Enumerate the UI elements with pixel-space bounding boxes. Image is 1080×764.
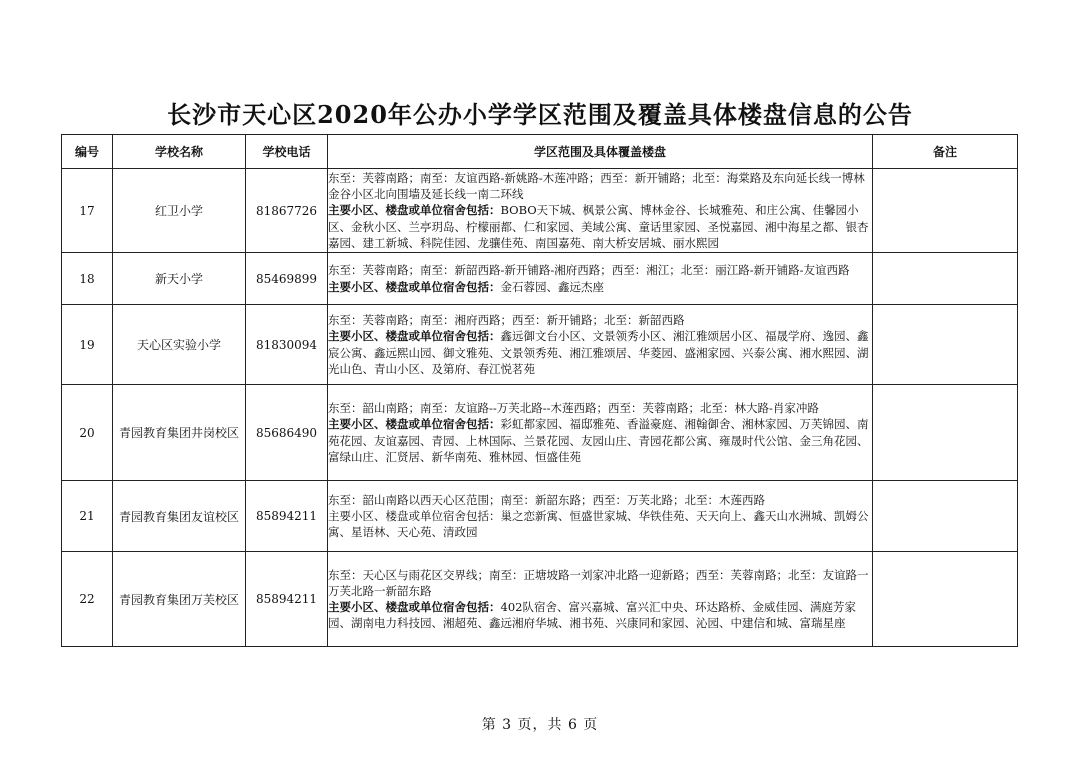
row-num: 17 xyxy=(62,169,113,253)
row-estates: 金石蓉园、鑫远杰座 xyxy=(500,279,604,294)
row-estates-label: 主要小区、楼盘或单位宿舍包括： xyxy=(328,329,501,344)
row-boundary: 东至：芙蓉南路；南至：湘府西路；西至：新开铺路；北至：新韶西路 xyxy=(328,313,685,328)
header-school: 学校名称 xyxy=(113,135,246,169)
row-school: 青园教育集团友谊校区 xyxy=(113,481,246,552)
header-num: 编号 xyxy=(62,135,113,169)
row-area xyxy=(328,481,873,552)
row-num: 19 xyxy=(62,305,113,385)
row-school: 红卫小学 xyxy=(113,169,246,253)
row-estates: 鑫远御文台小区、文景领秀小区、湘江雅颂居小区、福晟学府、逸园、鑫宸公寓、鑫远熙山园、御文雅苑、文景领秀苑、湘江雅颂居、华菱园、盛湘家园、兴泰公寓、湘水熙园、湖光山色、青山小区、及第府、春江悦茗苑 xyxy=(328,329,869,376)
row-note xyxy=(873,552,1018,647)
row-area xyxy=(328,305,873,385)
header-phone: 学校电话 xyxy=(246,135,328,169)
row-estates-block xyxy=(328,279,872,295)
row-estates-block xyxy=(328,416,872,465)
row-estates-block xyxy=(328,599,872,631)
table-row xyxy=(62,253,1018,305)
page-title: 长沙市天心区2020年公办小学学区范围及覆盖具体楼盘信息的公告 xyxy=(167,100,913,129)
row-estates-label: 主要小区、楼盘或单位宿舍包括： xyxy=(328,203,501,218)
row-estates: 彩虹都家园、福邸雅苑、香溢豪庭、湘翰御舍、湘林家园、万芙锦园、南苑花园、友谊嘉园、青园、上林国际、兰景花园、友园山庄、青园花都公寓、雍晟时代公馆、金三角花园、富绿山庄、汇贤居、新华南苑、雅林园、恒盛佳苑 xyxy=(328,417,869,464)
row-num: 20 xyxy=(62,385,113,481)
row-school: 青园教育集团井岗校区 xyxy=(113,385,246,481)
row-boundary: 东至：芙蓉南路；南至：友谊西路-新姚路-木莲冲路；西至：新开铺路；北至：海棠路及东向延长线一博林金谷小区北向围墙及延长线一南二环线 xyxy=(328,170,865,202)
row-boundary: 东至：韶山南路以西天心区范围；南至：新韶东路；西至：万芙北路；北至：木莲西路 xyxy=(328,492,765,507)
row-boundary: 东至：天心区与雨花区交界线；南至：正塘坡路一刘家冲北路一迎新路；西至：芙蓉南路；北至：友谊路一万芙北路一新韶东路 xyxy=(328,567,869,598)
row-school: 青园教育集团万芙校区 xyxy=(113,552,246,647)
table-header-row xyxy=(62,135,1018,169)
row-note xyxy=(873,169,1018,253)
row-phone: 81867726 xyxy=(246,169,328,253)
table-row xyxy=(62,385,1018,481)
row-estates: 巢之恋新寓、恒盛世家城、华铁佳苑、天天向上、鑫天山水洲城、凯姆公寓、星语林、天心苑、清政园 xyxy=(328,508,869,540)
row-estates: BOBO天下城、枫景公寓、博林金谷、长城雅苑、和庄公寓、佳馨园小区、金秋小区、兰亭玥岛、柠檬丽都、仁和家园、美域公寓、童话里家园、圣悦嘉园、湘中海星之都、银杏嘉园、建工新城、科院佳园、龙骧佳苑、南国嘉苑、南大桥安居城、丽水熙园 xyxy=(328,203,869,250)
row-num: 22 xyxy=(62,552,113,647)
row-phone: 85686490 xyxy=(246,385,328,481)
row-estates: 402队宿舍、富兴嘉城、富兴汇中央、环达路桥、金威佳园、满庭芳家园、湖南电力科技园、湘超苑、鑫远湘府华城、湘书苑、兴康同和家园、沁园、中建信和城、富瑞星座 xyxy=(328,600,856,631)
row-estates-label: 主要小区、楼盘或单位宿舍包括： xyxy=(328,417,501,432)
row-phone: 85894211 xyxy=(246,481,328,552)
row-estates-label: 主要小区、楼盘或单位宿舍包括： xyxy=(328,600,501,614)
row-area xyxy=(328,169,873,253)
row-note xyxy=(873,253,1018,305)
row-boundary: 东至：韶山南路；南至：友谊路--万芙北路--木莲西路；西至：芙蓉南路；北至：林大路-肖家冲路 xyxy=(328,401,819,416)
table-row xyxy=(62,305,1018,385)
row-estates-block xyxy=(328,328,872,377)
table-row xyxy=(62,481,1018,552)
page-footer: 第 3 页，共 6 页 xyxy=(481,717,599,733)
row-school: 新天小学 xyxy=(113,253,246,305)
row-note xyxy=(873,305,1018,385)
row-estates-label: 主要小区、楼盘或单位宿舍包括： xyxy=(328,279,501,294)
row-phone: 81830094 xyxy=(246,305,328,385)
header-note: 备注 xyxy=(873,135,1018,169)
row-phone: 85469899 xyxy=(246,253,328,305)
row-estates-block xyxy=(328,202,872,251)
row-area xyxy=(328,253,873,305)
school-district-table xyxy=(61,134,1018,647)
row-school: 天心区实验小学 xyxy=(113,305,246,385)
row-num: 21 xyxy=(62,481,113,552)
row-num: 18 xyxy=(62,253,113,305)
row-boundary: 东至：芙蓉南路；南至：新韶西路-新开铺路-湘府西路；西至：湘江；北至：丽江路-新开铺路-友谊西路 xyxy=(328,263,850,278)
row-area xyxy=(328,385,873,481)
row-note xyxy=(873,385,1018,481)
header-area: 学区范围及具体覆盖楼盘 xyxy=(328,135,873,169)
row-estates-label: 主要小区、楼盘或单位宿舍包括： xyxy=(328,508,501,523)
table-row xyxy=(62,552,1018,647)
table-row xyxy=(62,169,1018,253)
row-estates-block xyxy=(328,508,872,540)
row-phone: 85894211 xyxy=(246,552,328,647)
row-area xyxy=(328,552,873,647)
row-note xyxy=(873,481,1018,552)
